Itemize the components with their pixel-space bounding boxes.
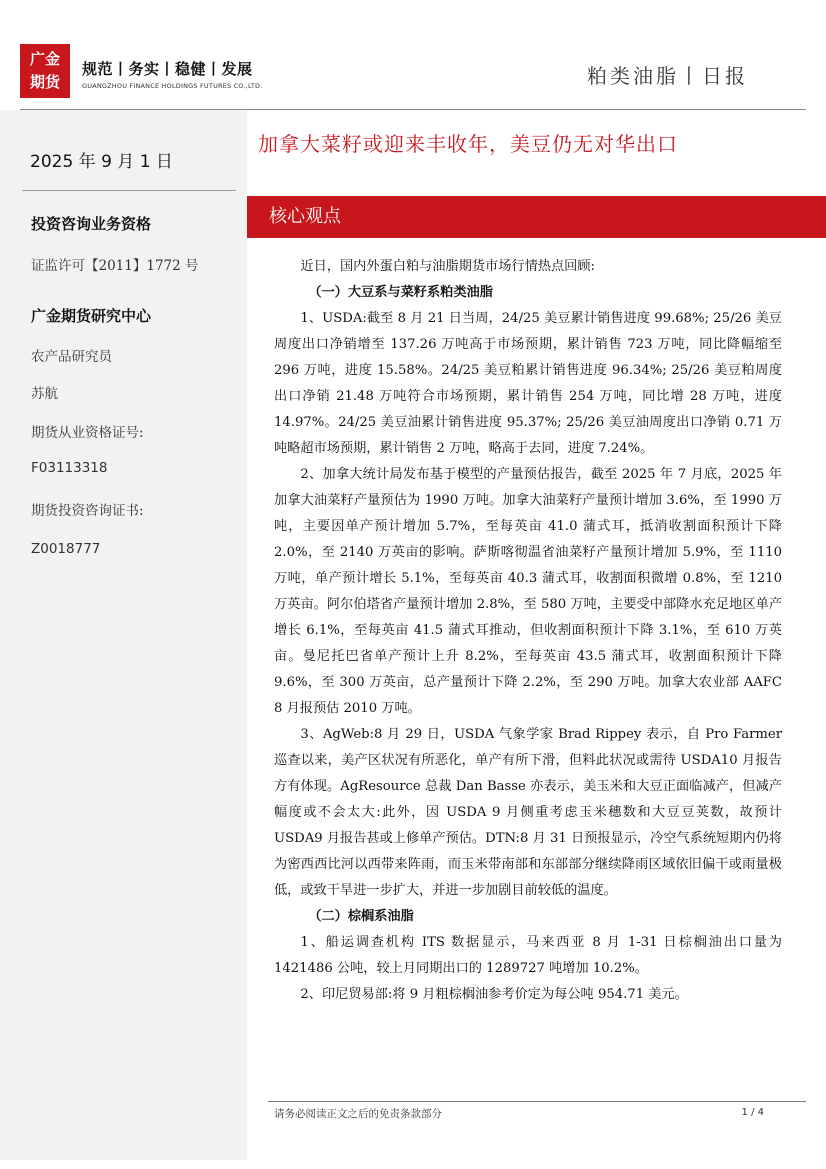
invest-cert-label: 期货投资咨询证书: <box>31 503 144 519</box>
heading-soy-rapeseed: （一）大豆系与菜籽系粕类油脂 <box>308 285 493 300</box>
footer-disclaimer: 请务必阅读正文之后的免责条款部分 <box>274 1108 442 1120</box>
paragraph-usda: 1、USDA:截至 8 月 21 日当周，24/25 美豆累计销售进度 99.68%; 25/26 美豆周度出口净销增至 137.26 万吨高于市场预期，累计销售 723 万吨，同比降幅缩至 296 万吨，进度 15.58%。24/25 美豆粕累计销售进度 96.34%; 25/26 美豆粕周度出口净销 21.48 万吨符合市场预期，累计销售 254 万吨，同比增 28 万吨，进度 14.97%。24/25 美豆油累计销售进度 95.37%; 25/26 美豆油周度出口净销 0.71 万吨略超市场预期，累计销售 2 万吨，略高于去同，进度 7.24%。 <box>274 311 782 456</box>
paragraph-indonesia: 2、印尼贸易部:将 9 月粗棕榈油参考价定为每公吨 954.71 美元。 <box>300 987 688 1002</box>
report-body <box>274 254 782 1008</box>
sidebar-divider <box>22 190 236 191</box>
invest-cert-number: Z0018777 <box>31 541 101 557</box>
footer-divider <box>268 1101 806 1102</box>
logo-text-line1: 广金 <box>29 50 60 68</box>
analyst-name: 苏航 <box>31 386 58 402</box>
research-center: 广金期货研究中心 <box>31 307 152 325</box>
intro-paragraph: 近日，国内外蛋白粕与油脂期货市场行情热点回顾: <box>300 259 595 274</box>
section-header-core-views: 核心观点 <box>247 196 826 238</box>
logo-text-line2: 期货 <box>29 73 60 91</box>
analyst-role: 农产品研究员 <box>31 349 112 365</box>
company-logo <box>20 44 70 98</box>
report-type: 粕类油脂丨日报 <box>587 64 748 88</box>
heading-palm: （二）棕榈系油脂 <box>308 909 414 924</box>
paragraph-its: 1、船运调查机构 ITS 数据显示，马来西亚 8 月 1-31 日棕榈油出口量为 1421486 公吨，较上月同期出口的 1289727 吨增加 10.2%。 <box>274 935 782 976</box>
company-slogan: 规范丨务实丨稳健丨发展 <box>82 60 253 78</box>
futures-cert-label: 期货从业资格证号: <box>31 425 144 441</box>
company-english-name: GUANGZHOU FINANCE HOLDINGS FUTURES CO.,LTD. <box>82 82 263 90</box>
report-title: 加拿大菜籽或迎来丰收年，美豆仍无对华出口 <box>258 132 678 156</box>
paragraph-agweb: 3、AgWeb:8 月 29 日，USDA 气象学家 Brad Rippey 表示，自 Pro Farmer 巡查以来，美产区状况有所恶化，单产有所下滑，但料此状况或需待 USDA10 月报告方有体现。AgResource 总裁 Dan Basse 亦表示，美玉米和大豆正面临减产，但减产幅度或不会太大:此外，因 USDA 9 月侧重考虑玉米穗数和大豆豆荚数，故预计 USDA9 月报告甚或上修单产预估。DTN:8 月 31 日预报显示，冷空气系统短期内仍将为密西西比河以西带来阵雨，而玉米带南部和东部部分继续降雨区域依旧偏干或雨量极低，或致干旱进一步扩大，并进一步加剧目前较低的温度。 <box>274 727 782 898</box>
license-number: 证监许可【2011】1772 号 <box>31 258 199 274</box>
report-date: 2025 年 9 月 1 日 <box>30 152 173 172</box>
futures-cert-number: F03113318 <box>31 460 108 476</box>
page-number: 1 / 4 <box>741 1107 764 1118</box>
qualification-title: 投资咨询业务资格 <box>31 215 152 233</box>
paragraph-canada: 2、加拿大统计局发布基于模型的产量预估报告，截至 2025 年 7 月底，2025 年加拿大油菜籽产量预估为 1990 万吨。加拿大油菜籽产量预计增加 3.6%，至 1990 万吨，主要因单产预计增加 5.7%，至每英亩 41.0 蒲式耳，抵消收割面积预计下降 2.0%，至 2140 万英亩的影响。萨斯喀彻温省油菜籽产量预计增加 5.9%，至 1110 万吨，单产预计增长 5.1%，至每英亩 40.3 蒲式耳，收割面积微增 0.8%，至 1210 万英亩。阿尔伯塔省产量预计增加 2.8%，至 580 万吨，主要受中部降水充足地区单产增长 6.1%，至每英亩 41.5 蒲式耳推动，但收割面积预计下降 3.1%，至 610 万英亩。曼尼托巴省单产预计上升 8.2%，至每英亩 43.5 蒲式耳，收割面积预计下降 9.6%，至 300 万英亩，总产量预计下降 2.2%，至 290 万吨。加拿大农业部 AAFC 8 月报预估 2010 万吨。 <box>274 467 782 716</box>
